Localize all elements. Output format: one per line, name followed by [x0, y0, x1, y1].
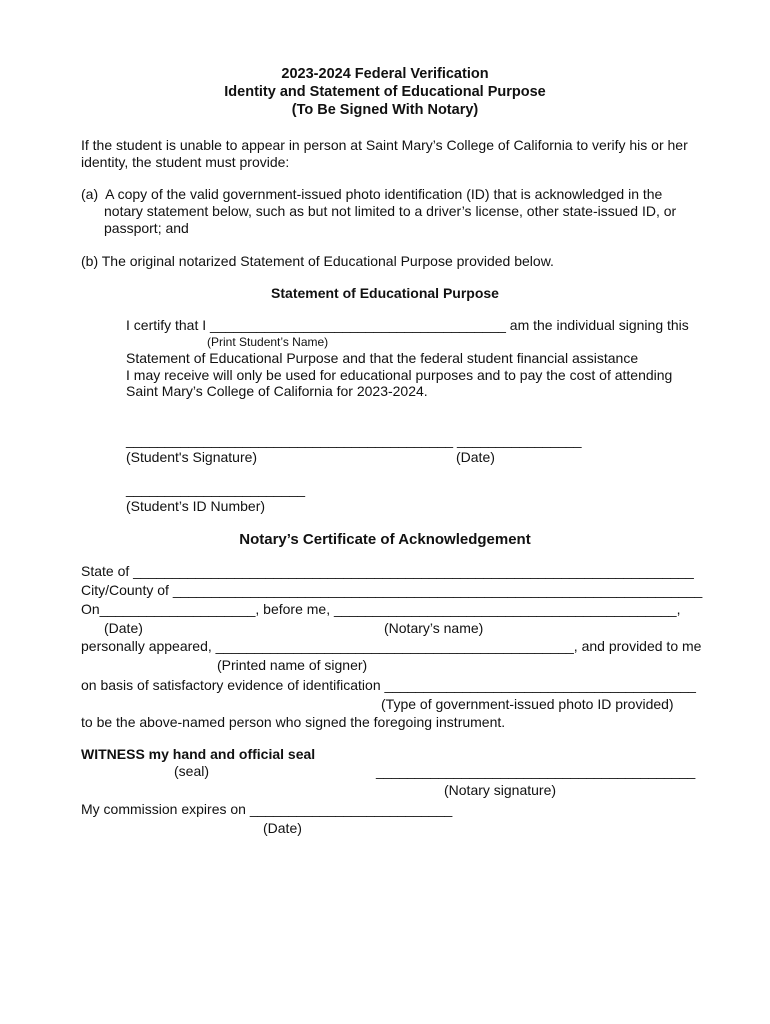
commission-line: My commission expires on __________________________	[81, 801, 453, 817]
id-type-label: (Type of government-issued photo ID provided)	[381, 696, 674, 712]
personally-appeared-line: personally appeared, ______________________________________________, and provided to me	[81, 638, 702, 654]
city-county-line: City/County of ____________________________________________________________________	[81, 582, 703, 598]
state-line: State of ________________________________________________________________________	[81, 563, 694, 579]
statement-body-line-1: Statement of Educational Purpose and that the federal student financial assistance	[126, 350, 639, 366]
student-signature-line: __________________________________________	[126, 432, 454, 448]
witness-line: WITNESS my hand and official seal	[81, 746, 316, 762]
statement-body-line-3: Saint Mary’s College of California for 2023-2024.	[126, 383, 428, 399]
notary-name-label: (Notary’s name)	[384, 620, 484, 636]
seal-label: (seal)	[174, 763, 210, 779]
above-named-line: to be the above-named person who signed the foregoing instrument.	[81, 714, 506, 730]
intro-line-1: If the student is unable to appear in person at Saint Mary’s College of California to verify his or her	[81, 137, 688, 153]
on-date-label: (Date)	[104, 620, 143, 636]
item-a-line-1: (a) A copy of the valid government-issued photo identification (ID) that is acknowledged in the	[81, 186, 663, 202]
statement-body-line-2: I may receive will only be used for educational purposes and to pay the cost of attending	[126, 367, 673, 383]
commission-date-label: (Date)	[263, 820, 302, 836]
notary-heading: Notary’s Certificate of Acknowledgement	[239, 531, 531, 548]
title-line-2: Identity and Statement of Educational Purpose	[224, 84, 546, 100]
intro-line-2: identity, the student must provide:	[81, 154, 290, 170]
item-b-line-1: (b) The original notarized Statement of Educational Purpose provided below.	[81, 253, 554, 269]
evidence-line: on basis of satisfactory evidence of identification ________________________________________	[81, 677, 696, 693]
student-signature-label: (Student's Signature)	[126, 449, 258, 465]
title-line-1: 2023-2024 Federal Verification	[281, 66, 489, 82]
on-date-line: On____________________, before me, ____________________________________________,	[81, 601, 681, 617]
student-id-label: (Student’s ID Number)	[126, 498, 266, 514]
student-date-line: ________________	[457, 432, 582, 448]
notary-signature-line: _________________________________________	[376, 763, 696, 779]
certify-line: I certify that I ______________________________________ am the individual signing this	[126, 317, 689, 333]
print-name-label: (Print Student’s Name)	[207, 335, 329, 349]
item-a-line-2: notary statement below, such as but not limited to a driver’s license, other state-issued ID, or	[104, 203, 677, 219]
printed-name-label: (Printed name of signer)	[217, 657, 368, 673]
notary-signature-label: (Notary signature)	[444, 782, 557, 798]
statement-heading: Statement of Educational Purpose	[271, 285, 499, 301]
student-date-label: (Date)	[456, 449, 495, 465]
student-id-line: _______________________	[126, 481, 306, 497]
title-line-3: (To Be Signed With Notary)	[291, 102, 479, 118]
item-a-line-3: passport; and	[104, 220, 189, 236]
